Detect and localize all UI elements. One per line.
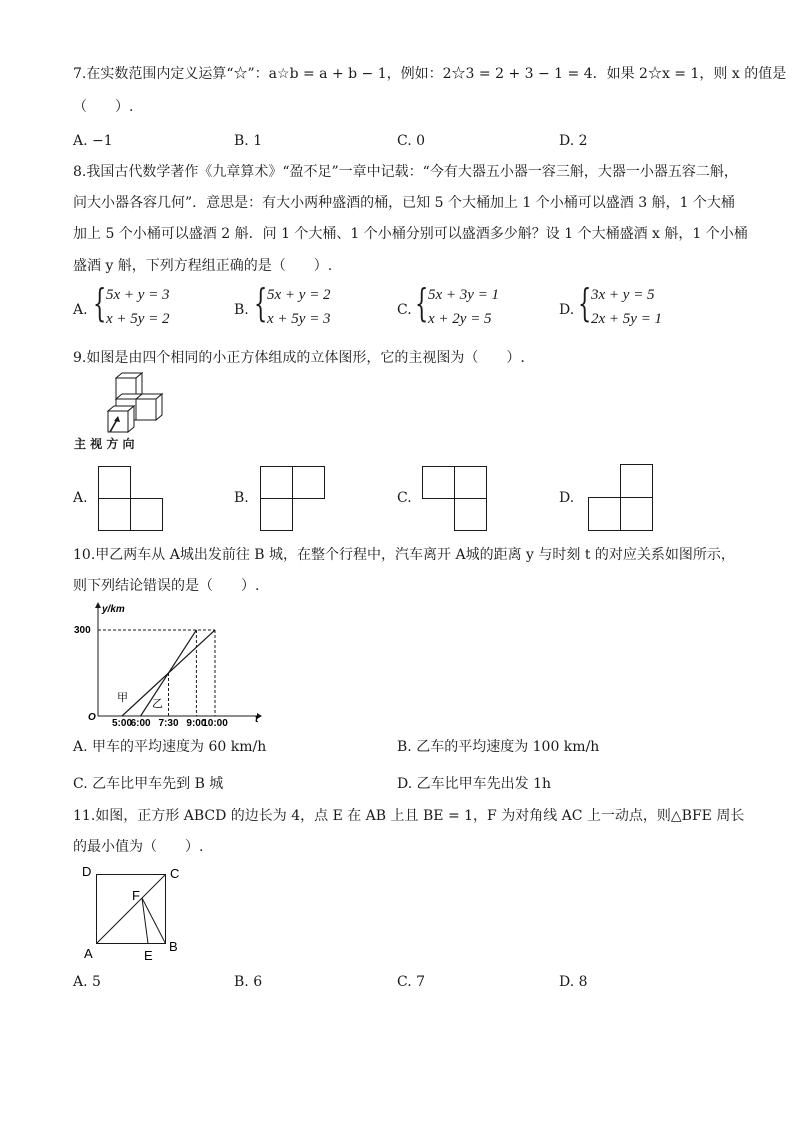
q10-option-d[interactable]: D. 乙车比甲车先出发 1h bbox=[397, 776, 551, 792]
q8-option-c-eq2: x + 2y = 5 bbox=[428, 311, 492, 327]
q9-option-d-label[interactable]: D. bbox=[559, 490, 575, 506]
brace-icon: { bbox=[415, 281, 429, 325]
q8-option-b-eq1: 5x + y = 2 bbox=[267, 287, 331, 303]
q9-option-b-label[interactable]: B. bbox=[234, 490, 249, 506]
q9-option-c-label[interactable]: C. bbox=[397, 490, 412, 506]
q7-option-c[interactable]: C. 0 bbox=[397, 133, 426, 149]
q7-stem-line1: 7.在实数范围内定义运算“☆”：a☆b = a + b − 1，例如：2☆3 = 2 + 3 − 1 = 4．如果 2☆x = 1，则 x 的值是 bbox=[73, 66, 787, 82]
label-d: D bbox=[82, 864, 92, 879]
series-label-jia: 甲 bbox=[117, 692, 128, 704]
label-e: E bbox=[144, 948, 153, 963]
q7-option-d[interactable]: D. 2 bbox=[559, 133, 588, 149]
q8-stem-line2: 问大小器各容几何”．意思是：有大小两种盛酒的桶，已知 5 个大桶加上 1 个小桶可以盛酒 3 斛，1 个大桶 bbox=[73, 195, 735, 211]
label-a: A bbox=[84, 946, 93, 961]
q8-option-c-label: C. bbox=[397, 302, 412, 318]
q7-option-a[interactable]: A. −1 bbox=[73, 133, 113, 149]
x-tick-label: 7:30 bbox=[158, 718, 179, 726]
q11-square-figure bbox=[78, 862, 188, 966]
q10-distance-time-chart bbox=[72, 602, 262, 726]
x-tick-label: 9:00 bbox=[186, 718, 207, 726]
diagonal-ac bbox=[97, 875, 166, 944]
x-tick-label: 5:00 bbox=[111, 718, 133, 726]
q9-view-direction-caption: 主 视 方 向 bbox=[74, 437, 135, 451]
q8-stem-line3: 加上 5 个小桶可以盛酒 2 斛．问 1 个大桶、1 个小桶分别可以盛酒多少斛？设 1 个大桶盛酒 x 斛，1 个小桶 bbox=[73, 226, 748, 242]
q11-option-b[interactable]: B. 6 bbox=[234, 974, 263, 990]
q10-option-a[interactable]: A. 甲车的平均速度为 60 km/h bbox=[73, 739, 267, 755]
q8-option-c-eq1: 5x + 3y = 1 bbox=[428, 287, 500, 303]
q10-stem-line1: 10.甲乙两车从 A城出发前往 B 城，在整个行程中，汽车离开 A城的距离 y 与时刻 t 的对应关系如图所示， bbox=[73, 547, 735, 563]
q7-option-b[interactable]: B. 1 bbox=[234, 133, 263, 149]
q8-option-a-eq2: x + 5y = 2 bbox=[106, 311, 170, 327]
brace-icon: { bbox=[254, 281, 268, 325]
q10-stem-line2: 则下列结论错误的是（ ）. bbox=[73, 578, 260, 594]
q9-option-b-view[interactable] bbox=[260, 466, 326, 532]
q8-option-a-label: A. bbox=[73, 302, 88, 318]
q9-option-a-label[interactable]: A. bbox=[73, 490, 88, 506]
x-tick-label: 10:00 bbox=[202, 718, 228, 726]
brace-icon: { bbox=[93, 281, 107, 325]
origin-label: O bbox=[88, 712, 96, 723]
y-tick-300: 300 bbox=[74, 625, 91, 636]
q8-option-d-eq1: 3x + y = 5 bbox=[591, 287, 655, 303]
q8-option-d-label: D. bbox=[559, 302, 575, 318]
q8-stem-line4: 盛酒 y 斛，下列方程组正确的是（ ）. bbox=[73, 258, 333, 274]
label-c: C bbox=[170, 866, 180, 881]
segment-fb bbox=[142, 898, 166, 944]
q10-option-c[interactable]: C. 乙车比甲车先到 B 城 bbox=[73, 776, 224, 792]
q11-stem-line2: 的最小值为（ ）. bbox=[73, 839, 204, 855]
label-f: F bbox=[132, 888, 140, 903]
q9-option-d-view[interactable] bbox=[588, 464, 654, 532]
y-axis-arrow-icon bbox=[95, 602, 101, 608]
x-axis-label: t bbox=[255, 714, 259, 725]
q9-stem: 9.如图是由四个相同的小正方体组成的立体图形，它的主视图为（ ）. bbox=[73, 350, 525, 366]
q8-stem-line1: 8.我国古代数学著作《九章算术》“盈不足”一章中记载：“今有大器五小器一容三斛，大器一小器五容二斛， bbox=[73, 164, 738, 180]
q11-option-a[interactable]: A. 5 bbox=[73, 974, 101, 990]
label-b: B bbox=[169, 939, 178, 954]
q11-option-d[interactable]: D. 8 bbox=[559, 974, 588, 990]
q11-option-c[interactable]: C. 7 bbox=[397, 974, 426, 990]
y-axis-label: y/km bbox=[102, 604, 125, 615]
q8-option-b-eq2: x + 5y = 3 bbox=[267, 311, 331, 327]
q10-option-b[interactable]: B. 乙车的平均速度为 100 km/h bbox=[397, 739, 600, 755]
q8-option-a-eq1: 5x + y = 3 bbox=[106, 287, 170, 303]
q7-stem-line2: （ ）. bbox=[73, 99, 134, 115]
q8-option-d-eq2: 2x + 5y = 1 bbox=[591, 311, 663, 327]
q11-stem-line1: 11.如图，正方形 ABCD 的边长为 4，点 E 在 AB 上且 BE = 1，F 为对角线 AC 上一动点，则△BFE 周长 bbox=[73, 808, 745, 824]
q8-option-b-label: B. bbox=[234, 302, 249, 318]
q9-option-c-view[interactable] bbox=[422, 466, 488, 532]
q9-option-a-view[interactable] bbox=[98, 466, 164, 532]
series-label-yi: 乙 bbox=[152, 698, 163, 710]
brace-icon: { bbox=[578, 281, 592, 325]
x-tick-label: 6:00 bbox=[130, 718, 151, 726]
